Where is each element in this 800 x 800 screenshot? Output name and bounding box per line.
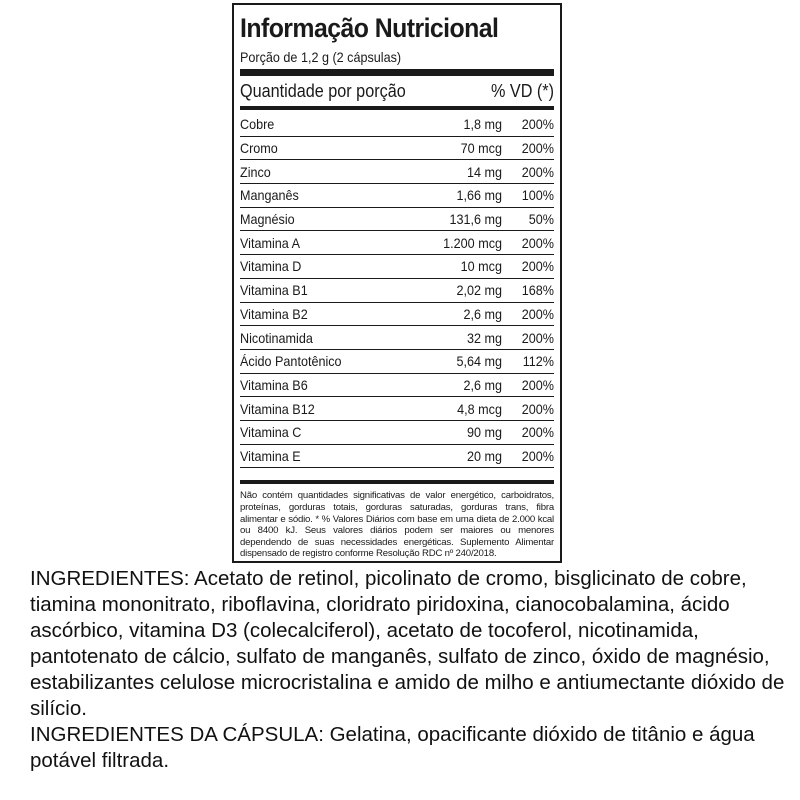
nutrient-daily-value: 200%	[521, 234, 554, 251]
nutrient-daily-value: 200%	[521, 258, 554, 275]
nutrient-amount: 90 mg	[466, 424, 502, 441]
nutrient-amount: 131,6 mg	[449, 211, 502, 228]
nutrient-row	[240, 137, 554, 161]
thick-divider	[240, 69, 554, 76]
nutrition-facts-label	[232, 3, 562, 563]
nutrient-row	[240, 445, 554, 469]
nutrient-row	[240, 326, 554, 350]
nutrient-name: Vitamina B12	[240, 400, 315, 417]
nutrient-row	[240, 421, 554, 445]
nutrient-name: Cobre	[240, 116, 275, 133]
header-divider	[240, 106, 554, 110]
nutrient-amount: 14 mg	[466, 163, 502, 180]
footnote-divider	[240, 480, 554, 484]
nutrient-daily-value: 200%	[521, 305, 554, 322]
nutrient-amount: 2,6 mg	[463, 376, 502, 393]
nutrient-name: Vitamina D	[240, 258, 302, 275]
nutrient-name: Vitamina B6	[240, 376, 308, 393]
nutrient-name: Ácido Pantotênico	[240, 353, 342, 370]
nutrient-name: Magnésio	[240, 211, 295, 228]
nutrient-amount: 2,02 mg	[456, 282, 502, 299]
ingredients-section	[30, 566, 790, 774]
portion-size: Porção de 1,2 g (2 cápsulas)	[240, 49, 402, 65]
nutrient-daily-value: 200%	[521, 376, 554, 393]
nutrient-amount: 4,8 mcg	[457, 400, 502, 417]
nutrient-daily-value: 200%	[521, 140, 554, 157]
quantity-header-label: Quantidade por porção	[240, 80, 406, 101]
nutrient-row	[240, 184, 554, 208]
nutrient-daily-value: 200%	[521, 447, 554, 464]
nutrient-daily-value: 112%	[522, 353, 554, 370]
nutrient-amount: 20 mg	[466, 447, 502, 464]
capsule-ingredients-list: INGREDIENTES DA CÁPSULA: Gelatina, opacificante dióxido de titânio e água potável filtrada.	[30, 723, 755, 772]
nutrient-daily-value: 200%	[521, 400, 554, 417]
label-footnote: Não contém quantidades significativas de valor energético, carboidratos, proteínas, gorduras totais, gorduras saturadas, gorduras trans, fibra alimentar e sódio. * % Valores Diários com base em uma dieta de 2.000 kcal ou 8400 kJ. Seus valores diários podem ser maiores ou menores dependendo de suas necessidades energéticas. Suplemento Alimentar dispensado de registro conforme Resolução RDC nº 240/2018.	[240, 490, 554, 560]
nutrient-amount: 70 mcg	[460, 140, 502, 157]
nutrient-name: Manganês	[240, 187, 299, 204]
nutrient-name: Vitamina E	[240, 447, 301, 464]
nutrient-row	[240, 374, 554, 398]
nutrient-daily-value: 100%	[521, 187, 554, 204]
nutrient-amount: 32 mg	[466, 329, 502, 346]
nutrient-row	[240, 303, 554, 327]
nutrient-row	[240, 350, 554, 374]
ingredients-list: INGREDIENTES: Acetato de retinol, picolinato de cromo, bisglicinato de cobre, tiamina mononitrato, riboflavina, cloridrato piridoxina, cianocobalamina, ácido ascórbico, vitamina D3 (colecalciferol), acetato de tocoferol, nicotinamida, pantotenato de cálcio, sulfato de manganês, sulfato de zinco, óxido de magnésio, estabilizantes celulose microcristalina e amido de milho e antiumectante dióxido de silício.	[30, 567, 785, 720]
nutrient-amount: 2,6 mg	[463, 305, 502, 322]
nutrient-name: Vitamina B1	[240, 282, 308, 299]
label-title: Informação Nutricional	[240, 13, 499, 43]
nutrient-row	[240, 255, 554, 279]
nutrient-row	[240, 397, 554, 421]
nutrient-amount: 1,8 mg	[463, 116, 502, 133]
nutrient-row	[240, 279, 554, 303]
nutrient-amount: 5,64 mg	[456, 353, 502, 370]
nutrient-daily-value: 200%	[521, 329, 554, 346]
nutrient-amount: 1.200 mcg	[443, 234, 502, 251]
nutrient-name: Zinco	[240, 163, 271, 180]
nutrient-daily-value: 50%	[528, 211, 554, 228]
nutrient-daily-value: 200%	[521, 424, 554, 441]
nutrient-row	[240, 113, 554, 137]
nutrient-row	[240, 231, 554, 255]
nutrient-name: Vitamina B2	[240, 305, 308, 322]
daily-value-header-label: % VD (*)	[490, 80, 554, 101]
nutrient-amount: 1,66 mg	[456, 187, 502, 204]
nutrient-amount: 10 mcg	[460, 258, 502, 275]
nutrient-row	[240, 160, 554, 184]
nutrient-name: Nicotinamida	[240, 329, 313, 346]
nutrient-daily-value: 200%	[521, 163, 554, 180]
nutrient-name: Cromo	[240, 140, 278, 157]
nutrient-name: Vitamina A	[240, 234, 301, 251]
quantity-header	[240, 76, 554, 106]
nutrient-row	[240, 208, 554, 232]
nutrient-daily-value: 200%	[521, 116, 554, 133]
nutrient-name: Vitamina C	[240, 424, 302, 441]
nutrient-daily-value: 168%	[521, 282, 554, 299]
